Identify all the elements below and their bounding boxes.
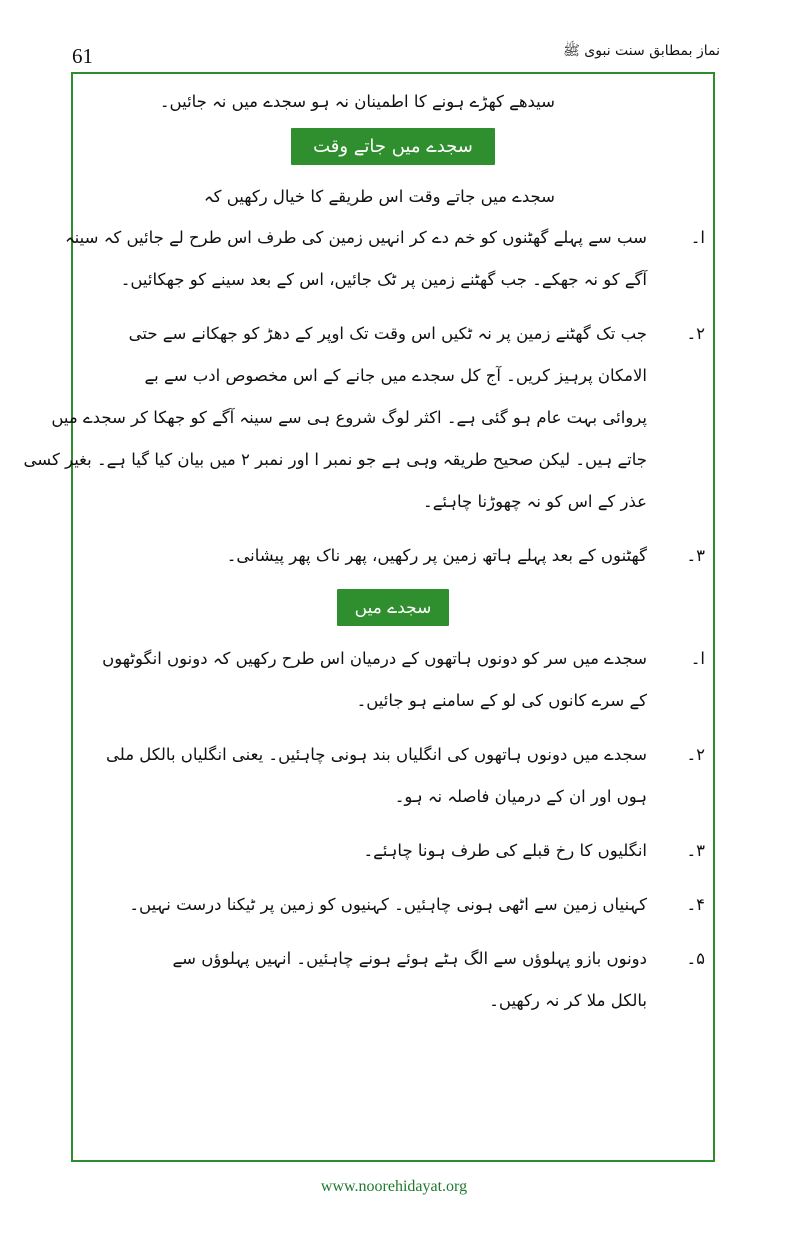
intro-text: سیدھے کھڑے ہونے کا اطمینان نہ ہو سجدے میں نہ جائیں۔ bbox=[159, 92, 555, 111]
item-line: کے سرے کانوں کی لو کے سامنے ہو جائیں۔ bbox=[356, 691, 647, 710]
list-item bbox=[81, 734, 705, 818]
section-heading-going-to-sajda: سجدے میں جاتے وقت bbox=[291, 128, 495, 165]
list-item bbox=[81, 938, 705, 1022]
section-heading-wrap bbox=[81, 128, 705, 165]
section-heading-wrap bbox=[81, 589, 705, 626]
item-number: ا۔ bbox=[690, 228, 705, 247]
item-line: سب سے پہلے گھٹنوں کو خم دے کر انہیں زمین کی طرف اس طرح لے جائیں کہ سینہ bbox=[65, 228, 647, 247]
section-lead: سجدے میں جاتے وقت اس طریقے کا خیال رکھیں کہ bbox=[203, 187, 555, 206]
list-item bbox=[23, 313, 705, 523]
item-line: ہوں اور ان کے درمیان فاصلہ نہ ہو۔ bbox=[394, 787, 647, 806]
list-item bbox=[81, 830, 705, 872]
item-number: ۳۔ bbox=[686, 841, 705, 860]
item-line: عذر کے اس کو نہ چھوڑنا چاہئے۔ bbox=[423, 492, 647, 511]
list-item bbox=[81, 884, 705, 926]
item-number: ۳۔ bbox=[686, 546, 705, 565]
section-heading-in-sajda: سجدے میں bbox=[337, 589, 450, 626]
item-line: بالکل ملا کر نہ رکھیں۔ bbox=[489, 991, 647, 1010]
item-line: سجدے میں دونوں ہاتھوں کی انگلیاں بند ہونی چاہئیں۔ یعنی انگلیاں بالکل ملی bbox=[105, 745, 647, 764]
item-line: انگلیوں کا رخ قبلے کی طرف ہونا چاہئے۔ bbox=[363, 841, 647, 860]
list-item bbox=[65, 217, 705, 301]
item-line: کہنیاں زمین سے اٹھی ہونی چاہئیں۔ کہنیوں کو زمین پر ٹیکنا درست نہیں۔ bbox=[129, 895, 647, 914]
item-number: ۴۔ bbox=[686, 895, 705, 914]
footer-url-link[interactable]: www.noorehidayat.org bbox=[320, 1178, 468, 1195]
item-number: ۲۔ bbox=[686, 745, 705, 764]
item-number: ۵۔ bbox=[686, 949, 705, 968]
item-number: ۲۔ bbox=[686, 324, 705, 343]
list-item bbox=[81, 535, 705, 577]
item-number: ا۔ bbox=[690, 649, 705, 668]
item-line: جاتے ہیں۔ لیکن صحیح طریقہ وہی ہے جو نمبر ا اور نمبر ۲ میں بیان کیا گیا ہے۔ بغیر کسی bbox=[23, 450, 647, 469]
item-line: آگے کو نہ جھکے۔ جب گھٹنے زمین پر ٹک جائیں، اس کے بعد سینے کو جھکائیں۔ bbox=[120, 270, 647, 289]
page-number: 61 bbox=[72, 44, 93, 68]
content-body bbox=[23, 88, 705, 1152]
item-line: پروائی بہت عام ہو گئی ہے۔ اکثر لوگ شروع ہی سے سینہ آگے کو جھکا کر سجدے میں bbox=[51, 408, 647, 427]
content-frame bbox=[23, 72, 715, 1162]
item-line: جب تک گھٹنے زمین پر نہ ٹکیں اس وقت تک اوپر کے دھڑ کو جھکانے سے حتی bbox=[128, 324, 647, 343]
item-line: سجدے میں سر کو دونوں ہاتھوں کے درمیان اس طرح رکھیں کہ دونوں انگوٹھوں bbox=[102, 649, 647, 668]
item-line: گھٹنوں کے بعد پہلے ہاتھ زمین پر رکھیں، پھر ناک پھر پیشانی۔ bbox=[226, 546, 647, 565]
book-title: نماز بمطابق سنت نبوی ﷺ bbox=[562, 43, 720, 59]
item-line: دونوں بازو پہلوؤں سے الگ ہٹے ہوئے ہونے چاہئیں۔ انہیں پہلوؤں سے bbox=[172, 949, 647, 968]
item-line: الامکان پرہیز کریں۔ آج کل سجدے میں جانے کے اس مخصوص ادب سے بے bbox=[144, 366, 647, 385]
list-item bbox=[81, 638, 705, 722]
